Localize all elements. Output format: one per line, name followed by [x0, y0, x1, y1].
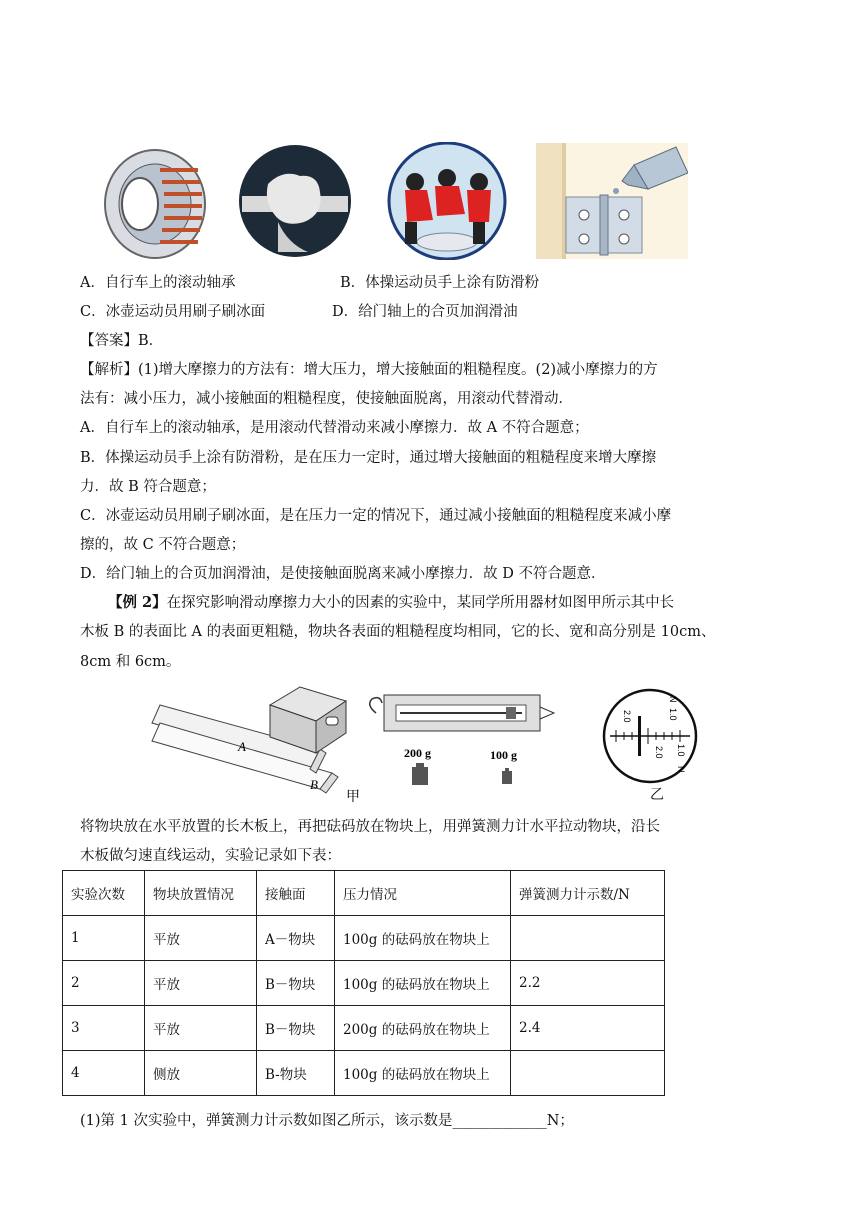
scale-dial-figure-yi: [600, 686, 700, 803]
curling-image: [385, 142, 509, 264]
table-cell: 2: [63, 961, 145, 1006]
dial-label-3: 1.0: [668, 708, 678, 721]
experiment-table: [62, 870, 665, 1096]
dial-label-5: 1.0: [676, 744, 686, 757]
figure-yi-label: 乙: [650, 787, 664, 803]
table-cell: 2.4: [511, 1006, 665, 1051]
board-b-label: B: [310, 777, 318, 792]
weight-200-label: 200 g: [404, 746, 431, 760]
header-trial: 实验次数: [63, 871, 145, 916]
table-row: [63, 961, 665, 1006]
table-cell: 1: [63, 916, 145, 961]
table-cell: 平放: [145, 1006, 257, 1051]
header-contact-surface: 接触面: [257, 871, 335, 916]
table-cell: A－物块: [257, 916, 335, 961]
table-cell: 平放: [145, 961, 257, 1006]
analysis-line-5: 力．故 B 符合题意；: [80, 479, 216, 495]
header-placement: 物块放置情况: [145, 871, 257, 916]
example-line-1: [108, 593, 674, 613]
weight-100-icon: [502, 771, 512, 784]
example-label: 【例 2】: [108, 594, 167, 611]
table-cell: [511, 1051, 665, 1096]
figure-jia-label: 甲: [346, 789, 360, 805]
dial-label-1: 2.0: [622, 710, 632, 723]
table-cell: 100g 的砝码放在物块上: [335, 1051, 511, 1096]
analysis-line-1: 【解析】(1)增大摩擦力的方法有：增大压力，增大接触面的粗糙程度。(2)减小摩擦力的方: [80, 362, 658, 378]
answer: 【答案】B．: [80, 333, 164, 349]
table-cell: B－物块: [257, 1006, 335, 1051]
analysis-line-8: D．给门轴上的合页加润滑油，是使接触面脱离来减小摩擦力．故 D 不符合题意．: [80, 566, 606, 582]
option-a: A．自行车上的滚动轴承: [80, 275, 236, 291]
analysis-line-6: C．冰壶运动员用刷子刷冰面，是在压力一定的情况下，通过减小接触面的粗糙程度来减小摩: [80, 508, 672, 524]
table-cell: 3: [63, 1006, 145, 1051]
analysis-line-3: A．自行车上的滚动轴承，是用滚动代替滑动来减小摩擦力．故 A 不符合题意；: [80, 420, 589, 436]
table-cell: 平放: [145, 916, 257, 961]
option-b: B．体操运动员手上涂有防滑粉: [340, 275, 540, 291]
option-c: C．冰壶运动员用刷子刷冰面: [80, 304, 266, 320]
table-cell: 200g 的砝码放在物块上: [335, 1006, 511, 1051]
weight-100-label: 100 g: [490, 748, 517, 762]
table-row: [63, 1006, 665, 1051]
procedure-line-1: 将物块放在水平放置的长木板上，再把砝码放在物块上，用弹簧测力计水平拉动物块，沿长: [80, 819, 660, 835]
option-d: D．给门轴上的合页加润滑油: [332, 304, 518, 320]
gymnast-hands-image: [238, 144, 352, 262]
board-a-label: A: [238, 739, 246, 754]
table-cell: 100g 的砝码放在物块上: [335, 961, 511, 1006]
bearing-image: [100, 142, 210, 264]
analysis-line-2: 法有：减小压力，减小接触面的粗糙程度，使接触面脱离，用滚动代替滑动．: [80, 391, 573, 407]
example-text-1: 在探究影响滑动摩擦力大小的因素的实验中，某同学所用器材如图甲所示其中长: [166, 595, 675, 611]
dial-label-2: N: [668, 696, 678, 703]
door-hinge-image: [536, 143, 688, 263]
table-cell: 4: [63, 1051, 145, 1096]
procedure-line-2: 木板做匀速直线运动，实验记录如下表：: [80, 848, 341, 864]
analysis-line-4: B．体操运动员手上涂有防滑粉，是在压力一定时，通过增大接触面的粗糙程度来增大摩擦: [80, 450, 657, 466]
weight-200-icon: [412, 767, 428, 785]
table-header-row: [63, 871, 665, 916]
analysis-line-7: 擦的，故 C 不符合题意；: [80, 537, 246, 553]
table-cell: 侧放: [145, 1051, 257, 1096]
dial-label-4: 2.0: [654, 746, 664, 759]
table-cell: 100g 的砝码放在物块上: [335, 916, 511, 961]
table-cell: 2.2: [511, 961, 665, 1006]
example-line-2: 木板 B 的表面比 A 的表面更粗糙，物块各表面的粗糙程度均相同，它的长、宽和高分别是 10cm、: [80, 624, 716, 640]
table-row: [63, 916, 665, 961]
table-row: [63, 1051, 665, 1096]
table-cell: B－物块: [257, 961, 335, 1006]
dial-label-6: N: [676, 766, 686, 773]
spring-scale: [370, 695, 554, 731]
table-cell: [511, 916, 665, 961]
example-line-3: 8cm 和 6cm。: [80, 654, 181, 670]
header-reading: 弹簧测力计示数/N: [511, 871, 665, 916]
question-1: (1)第 1 次实验中，弹簧测力计示数如图乙所示，该示数是_____________N；: [80, 1113, 574, 1129]
table-cell: B-物块: [257, 1051, 335, 1096]
header-pressure: 压力情况: [335, 871, 511, 916]
